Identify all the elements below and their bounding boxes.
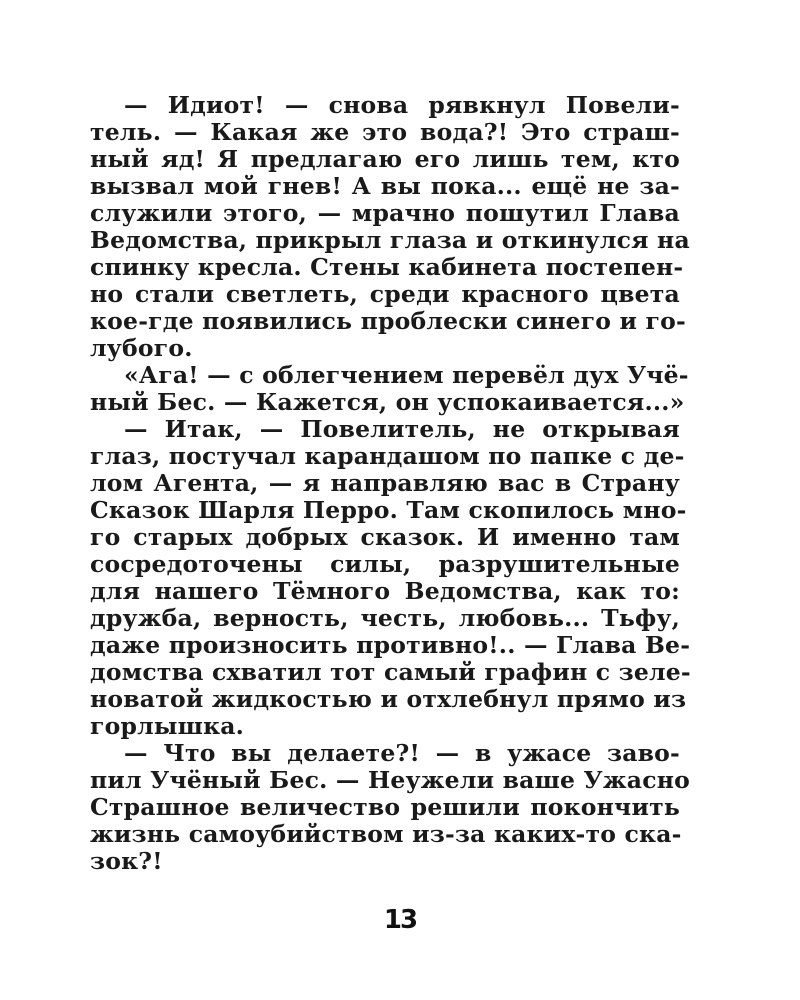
text-line: лом Агента, — я направляю вас в Страну xyxy=(90,469,680,497)
text-line: сосредоточены силы, разрушительные xyxy=(90,550,680,578)
text-line: новатой жидкостью и отхлебнул прямо из xyxy=(90,685,687,713)
text-line: пил Учёный Бес. — Неужели ваше Ужасно xyxy=(90,766,690,794)
text-line: но стали светлеть, среди красного цвета xyxy=(90,280,680,308)
text-line: ный яд! Я предлагаю его лишь тем, кто xyxy=(90,145,680,173)
text-line: глаз, постучал карандашом по папке с де- xyxy=(90,442,685,470)
text-line: тель. — Какая же это вода?! Это страш- xyxy=(90,118,680,146)
text-line: кое-где появились проблески синего и го- xyxy=(90,307,686,335)
text-line: Страшное величество решили покончить xyxy=(90,793,680,821)
body-text xyxy=(90,91,691,875)
text-line: — Идиот! — снова рявкнул Повели- xyxy=(124,91,680,119)
text-line: Сказок Шарля Перро. Там скопилось мно- xyxy=(90,496,687,524)
text-line: для нашего Тёмного Ведомства, как то: xyxy=(90,577,680,605)
text-line: горлышка. xyxy=(90,712,245,740)
text-line: лубого. xyxy=(90,334,193,362)
text-line: служили этого, — мрачно пошутил Глава xyxy=(90,199,680,227)
text-line: вызвал мой гнев! А вы пока... ещё не за- xyxy=(90,172,680,200)
text-line: — Итак, — Повелитель, не открывая xyxy=(124,415,680,443)
text-line: даже произносить противно!.. — Глава Ве- xyxy=(90,631,691,659)
page-number: 13 xyxy=(383,905,417,935)
text-line: дружба, верность, честь, любовь... Тьфу, xyxy=(90,604,680,632)
text-line: домства схватил тот самый графин с зеле- xyxy=(90,658,691,686)
text-line: спинку кресла. Стены кабинета постепен- xyxy=(90,253,684,281)
text-line: го старых добрых сказок. И именно там xyxy=(90,523,680,551)
text-line: зок?! xyxy=(90,847,163,875)
text-line: Ведомства, прикрыл глаза и откинулся на xyxy=(90,226,690,254)
text-line: — Что вы делаете?! — в ужасе заво- xyxy=(124,739,680,767)
text-line: «Ага! — с облегчением перевёл дух Учё- xyxy=(124,361,689,389)
text-line: ный Бес. — Кажется, он успокаивается...» xyxy=(90,388,685,416)
text-line: жизнь самоубийством из-за каких-то ска- xyxy=(90,820,682,848)
